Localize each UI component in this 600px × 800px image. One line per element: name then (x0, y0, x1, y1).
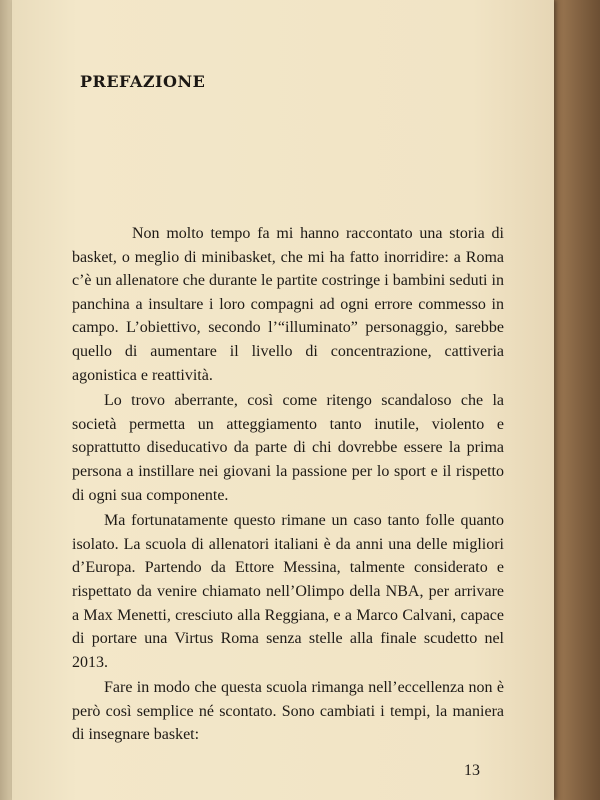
page-number: 13 (464, 762, 480, 779)
chapter-title: PREFAZIONE (80, 72, 206, 91)
body-text (72, 222, 504, 747)
paragraph-2: Lo trovo aberrante, così come ritengo scandaloso che la società permetta un atteggiamento tanto inutile, violento e soprattutto diseducativo da parte di chi dovrebbe essere la prima persona a instillare nei giovani la passione per lo sport e il rispetto di ogni sua componente. (72, 392, 504, 504)
paragraph-1: Non molto tempo fa mi hanno raccontato una storia di basket, o meglio di minibasket, che mi ha fatto inorridire: a Roma c’è un allenatore che durante le partite costringe i bambini seduti in panchina a insultare i loro compagni ad ogni errore commesso in campo. L’obiettivo, secondo l’“illuminato” personaggio, sarebbe quello di aumentare il livello di concentrazione, cattiveria agonistica e reattività. (72, 225, 504, 384)
book-page (12, 0, 554, 800)
paragraph-4: Fare in modo che questa scuola rimanga nell’eccellenza non è però così semplice né scontato. Sono cambiati i tempi, la maniera di insegnare basket: (72, 679, 504, 744)
paragraph-3: Ma fortunatamente questo rimane un caso tanto folle quanto isolato. La scuola di allenatori italiani è da anni una delle migliori d’Europa. Partendo da Ettore Messina, talmente considerato e rispettato da venire chiamato nell’Olimpo della NBA, per arrivare a Max Menetti, cresciuto alla Reggiana, e a Marco Calvani, capace di portare una Virtus Roma senza stelle alla finale scudetto nel 2013. (72, 512, 504, 671)
